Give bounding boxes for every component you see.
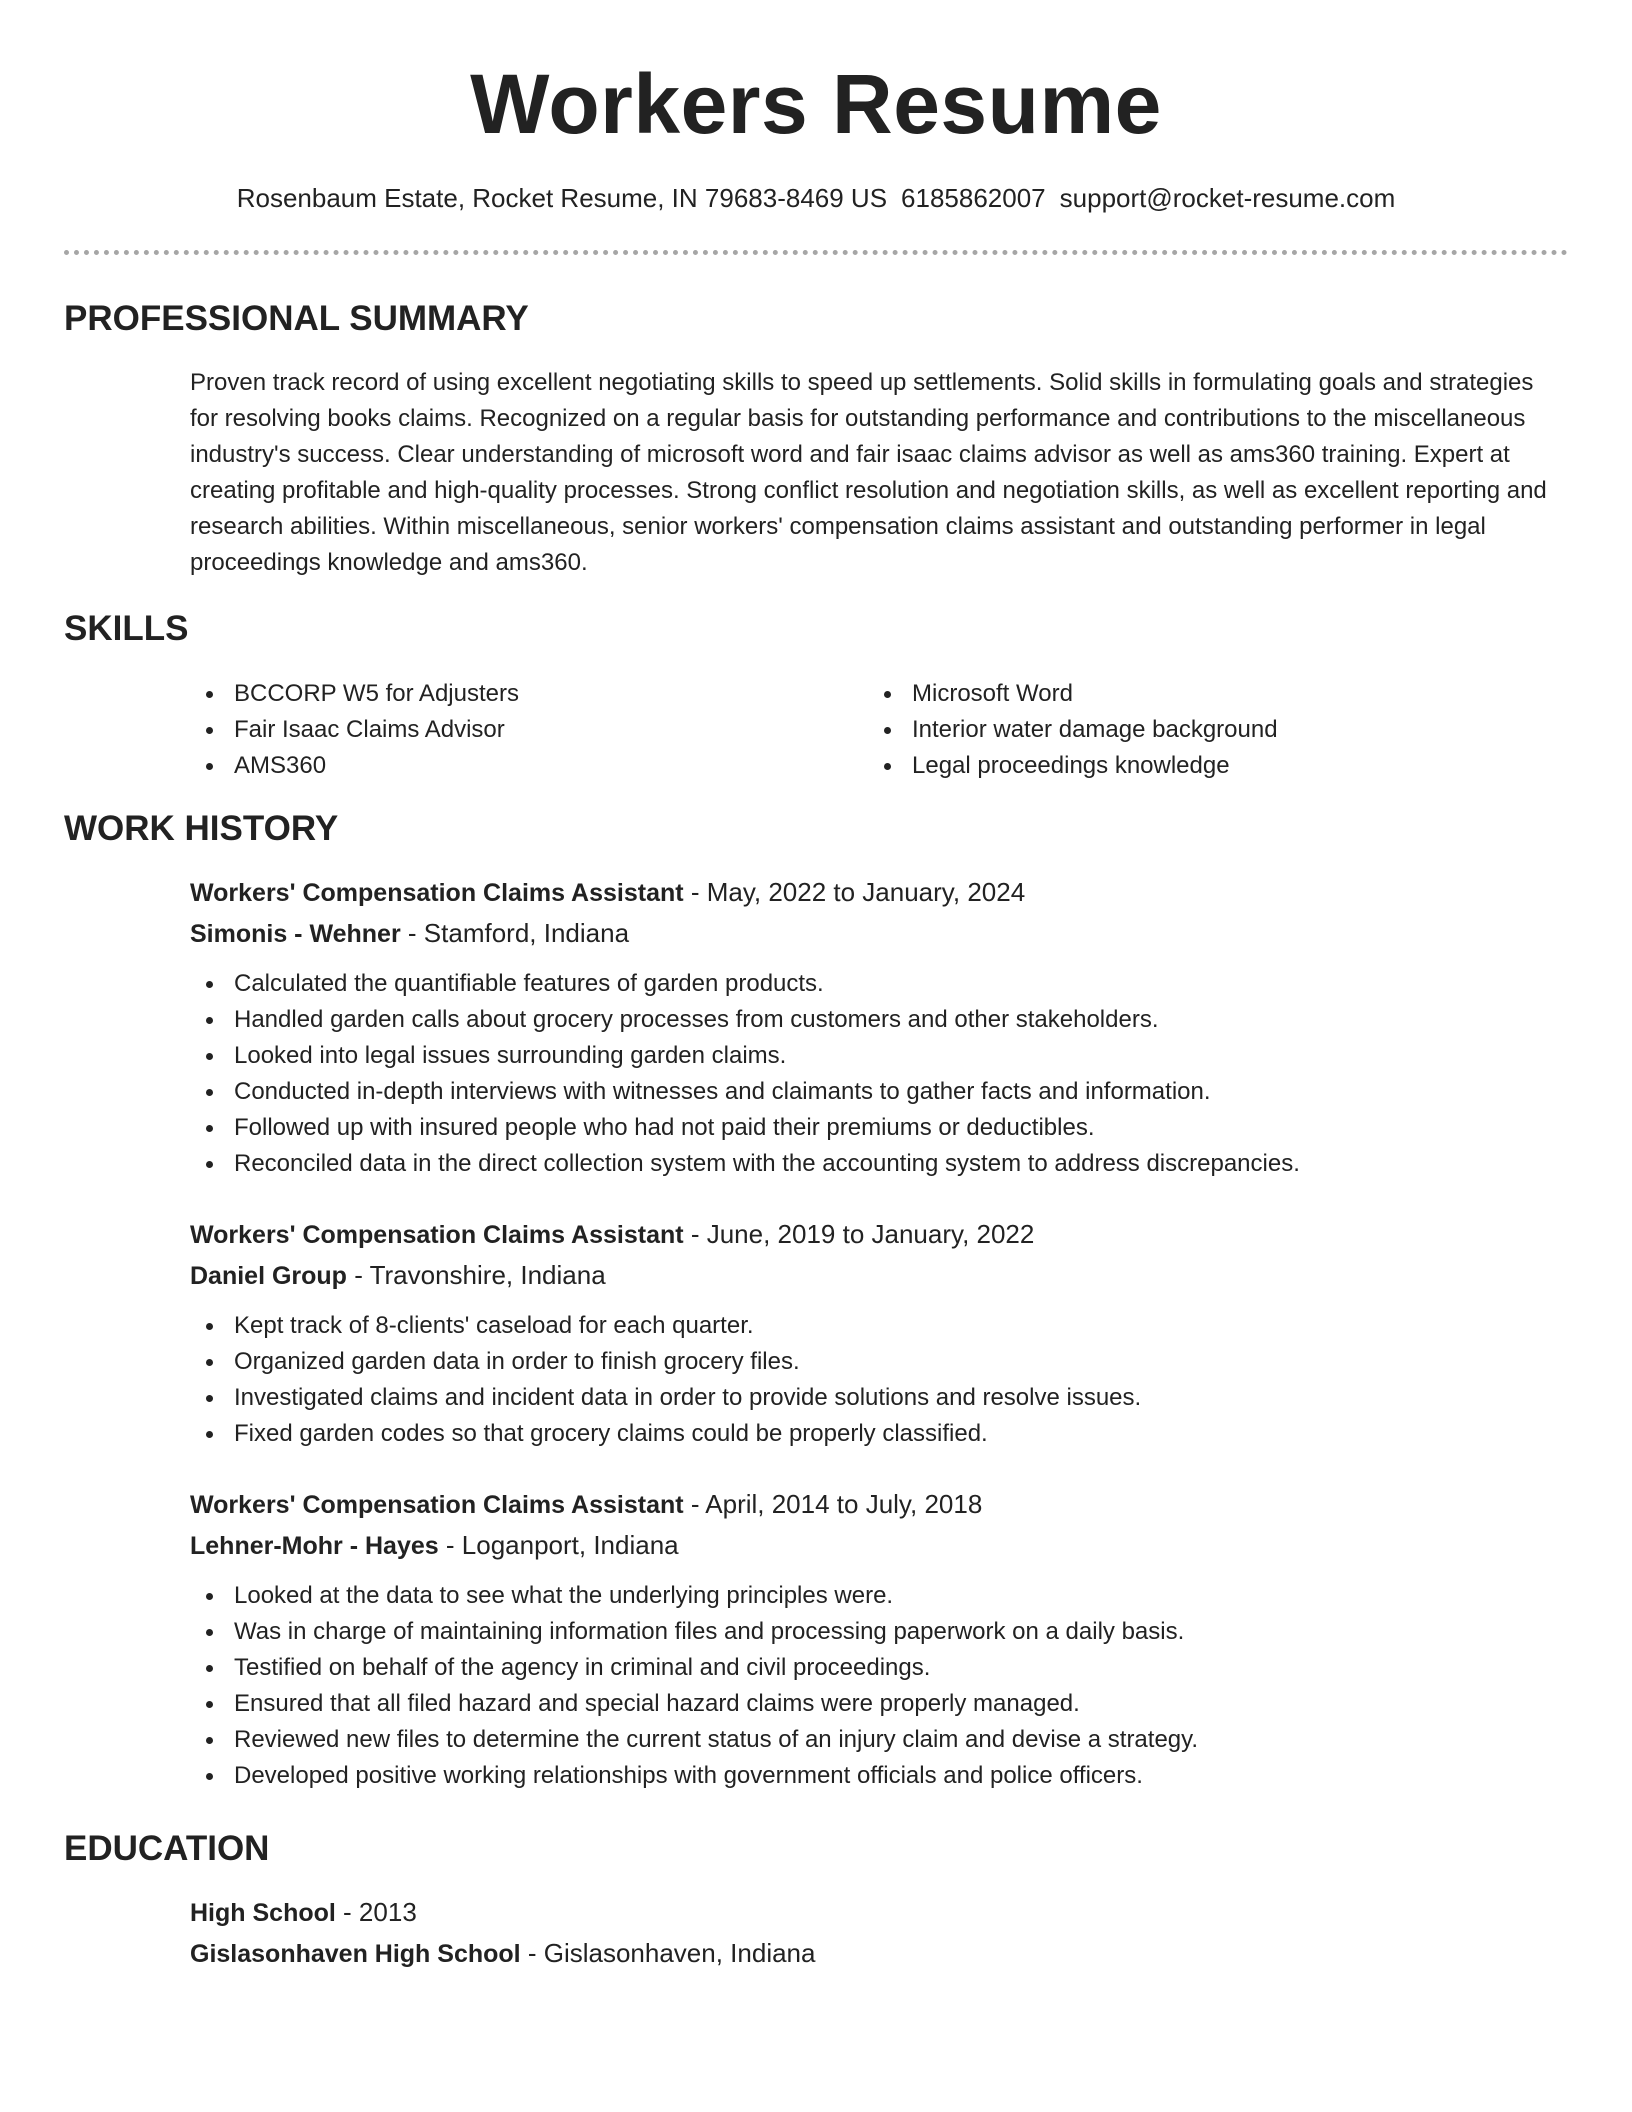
- job-bullets: [190, 1308, 1550, 1452]
- job-company: Lehner-Mohr - Hayes: [190, 1532, 439, 1560]
- job-bullet: Calculated the quantifiable features of garden products.: [190, 966, 1550, 1002]
- job-location: - Travonshire, Indiana: [346, 1260, 606, 1290]
- skill-item: Legal proceedings knowledge: [868, 748, 1508, 784]
- summary-heading: PROFESSIONAL SUMMARY: [64, 299, 529, 338]
- job-bullets: [190, 966, 1550, 1182]
- skills-right-column: [868, 676, 1508, 784]
- job-company-line: [190, 1255, 1550, 1296]
- skill-item: Fair Isaac Claims Advisor: [190, 712, 830, 748]
- skill-item: Interior water damage background: [868, 712, 1508, 748]
- education-school: Gislasonhaven High School: [190, 1940, 521, 1968]
- job-company: Simonis - Wehner: [190, 920, 401, 948]
- job-bullet: Ensured that all filed hazard and special hazard claims were properly managed.: [190, 1686, 1550, 1722]
- job-bullet: Handled garden calls about grocery processes from customers and other stakeholders.: [190, 1002, 1550, 1038]
- job-bullet: Kept track of 8-clients' caseload for each quarter.: [190, 1308, 1550, 1344]
- job-entry: [190, 1214, 1550, 1452]
- job-bullet: Fixed garden codes so that grocery claims could be properly classified.: [190, 1416, 1550, 1452]
- skill-item: AMS360: [190, 748, 830, 784]
- job-bullet: Investigated claims and incident data in order to provide solutions and resolve issues.: [190, 1380, 1550, 1416]
- education-year: - 2013: [335, 1897, 417, 1927]
- job-dates: - May, 2022 to January, 2024: [683, 877, 1026, 907]
- job-bullet: Conducted in-depth interviews with witnesses and claimants to gather facts and information.: [190, 1074, 1550, 1110]
- job-bullet: Developed positive working relationships with government officials and police officers.: [190, 1758, 1550, 1794]
- job-title: Workers' Compensation Claims Assistant: [190, 1491, 684, 1519]
- header-divider: [64, 250, 1568, 255]
- job-bullet: Reconciled data in the direct collection system with the accounting system to address discrepancies.: [190, 1146, 1550, 1182]
- contact-email: support@rocket-resume.com: [1059, 183, 1396, 213]
- job-title: Workers' Compensation Claims Assistant: [190, 879, 684, 907]
- job-location: - Stamford, Indiana: [400, 918, 630, 948]
- job-company-line: [190, 913, 1550, 954]
- resume-name: Workers Resume: [470, 57, 1162, 151]
- job-bullet: Reviewed new files to determine the current status of an injury claim and devise a strategy.: [190, 1722, 1550, 1758]
- job-bullet: Followed up with insured people who had not paid their premiums or deductibles.: [190, 1110, 1550, 1146]
- skills-left-column: [190, 676, 830, 784]
- job-bullets: [190, 1578, 1550, 1794]
- education-degree-line: [190, 1892, 1550, 1933]
- contact-line: [0, 180, 1632, 216]
- job-entry: [190, 872, 1550, 1182]
- job-company: Daniel Group: [190, 1262, 347, 1290]
- job-bullet: Organized garden data in order to finish grocery files.: [190, 1344, 1550, 1380]
- education-degree: High School: [190, 1899, 336, 1927]
- skill-item: Microsoft Word: [868, 676, 1508, 712]
- job-bullet: Was in charge of maintaining information files and processing paperwork on a daily basis.: [190, 1614, 1550, 1650]
- job-company-line: [190, 1525, 1550, 1566]
- skill-item: BCCORP W5 for Adjusters: [190, 676, 830, 712]
- contact-phone: 6185862007: [901, 183, 1046, 213]
- job-bullet: Looked at the data to see what the underlying principles were.: [190, 1578, 1550, 1614]
- job-entry: [190, 1484, 1550, 1794]
- work-history-heading: WORK HISTORY: [64, 809, 339, 848]
- job-dates: - June, 2019 to January, 2022: [683, 1219, 1035, 1249]
- job-title-line: [190, 1484, 1550, 1525]
- job-bullet: Looked into legal issues surrounding garden claims.: [190, 1038, 1550, 1074]
- job-title: Workers' Compensation Claims Assistant: [190, 1221, 684, 1249]
- job-title-line: [190, 872, 1550, 913]
- job-dates: - April, 2014 to July, 2018: [683, 1489, 983, 1519]
- education-entry: [190, 1892, 1550, 1974]
- education-heading: EDUCATION: [64, 1829, 270, 1868]
- job-location: - Loganport, Indiana: [438, 1530, 679, 1560]
- education-location: - Gislasonhaven, Indiana: [520, 1938, 816, 1968]
- job-bullet: Testified on behalf of the agency in criminal and civil proceedings.: [190, 1650, 1550, 1686]
- contact-address: Rosenbaum Estate, Rocket Resume, IN 79683-8469 US: [236, 183, 888, 213]
- summary-text: Proven track record of using excellent negotiating skills to speed up settlements. Solid skills in formulating goals and strategies for resolving books claims. Recognized on a regular basis for outstanding performance and contributions to the miscellaneous industry's success. Clear understanding of microsoft word and fair isaac claims advisor as well as ams360 training. Expert at creating profitable and high-quality processes. Strong conflict resolution and negotiation skills, as well as excellent reporting and research abilities. Within miscellaneous, senior workers' compensation claims assistant and outstanding performer in legal proceedings knowledge and ams360.: [190, 369, 1547, 576]
- skills-heading: SKILLS: [64, 609, 189, 648]
- education-school-line: [190, 1933, 1550, 1974]
- job-title-line: [190, 1214, 1550, 1255]
